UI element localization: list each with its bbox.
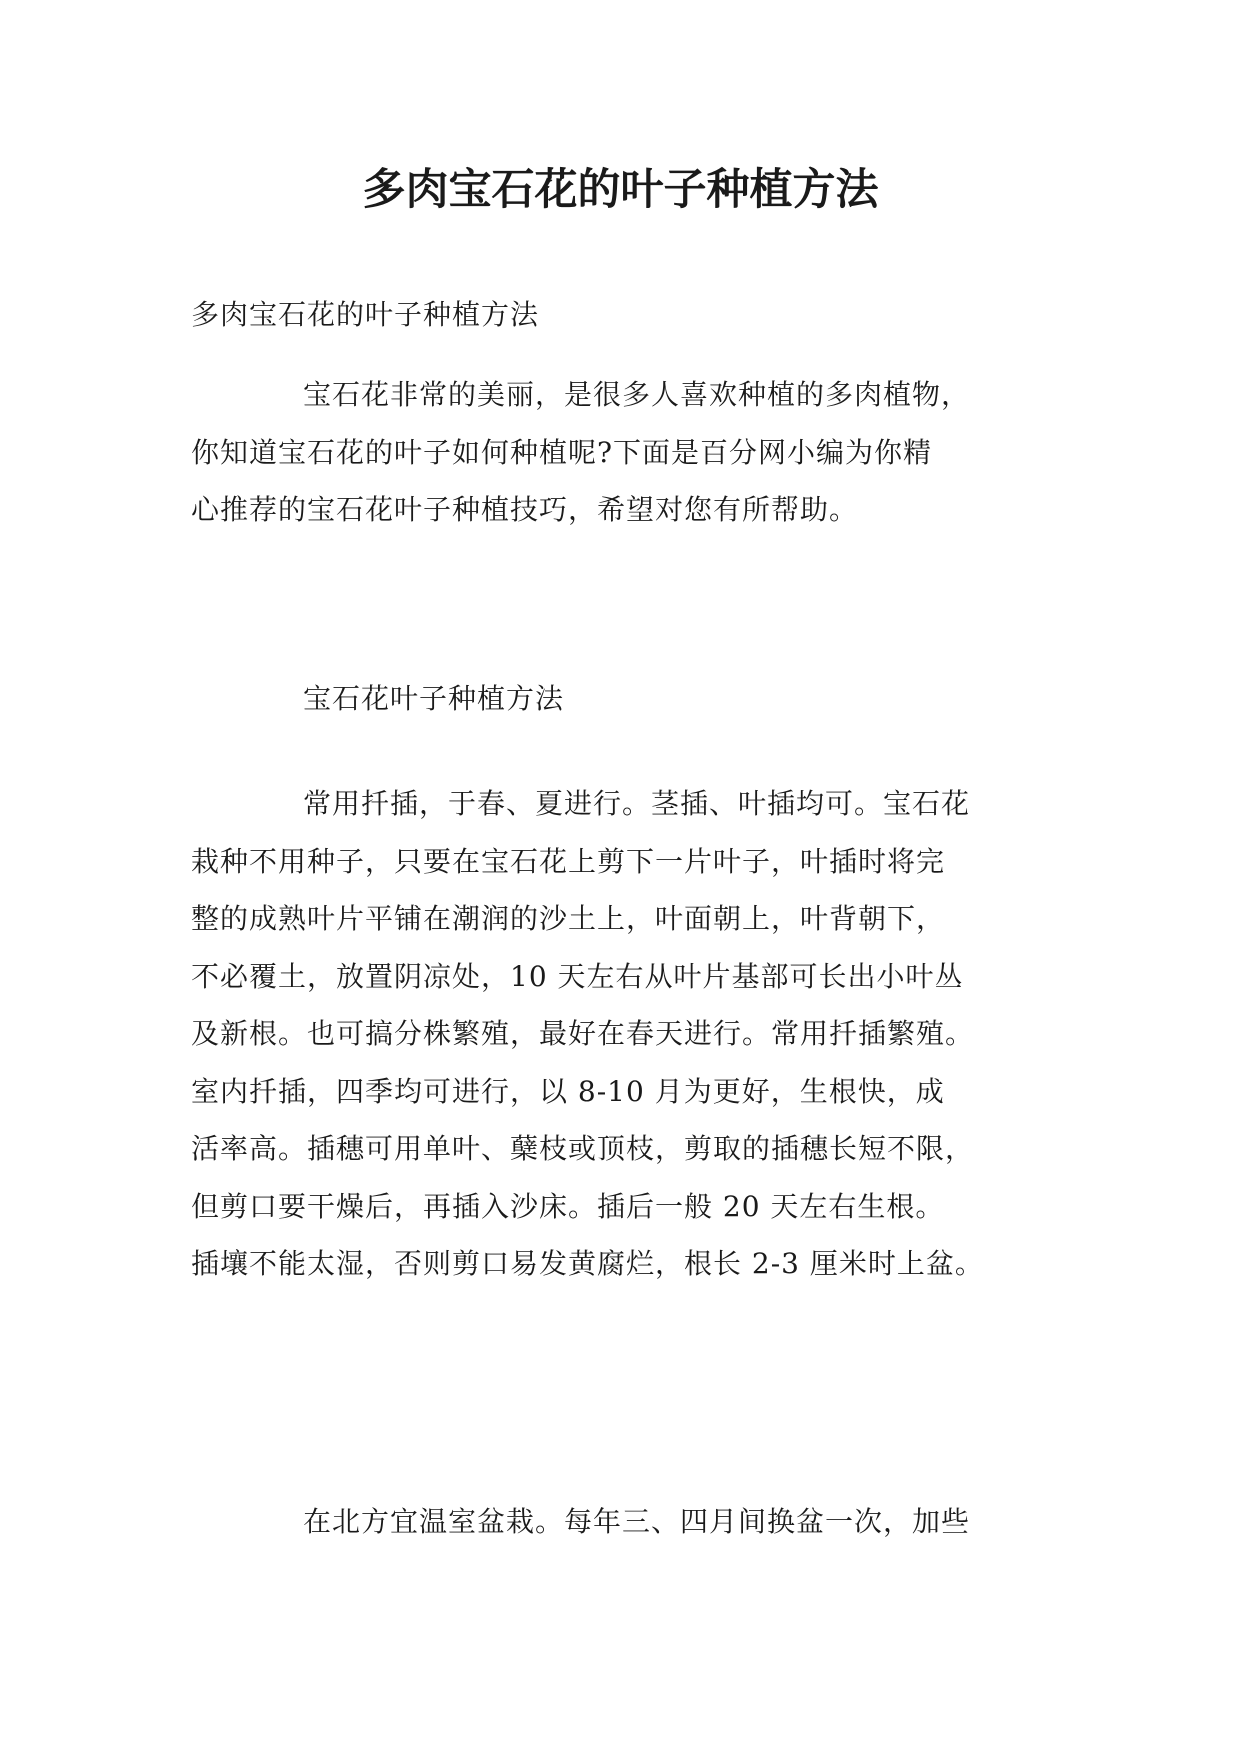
intro-line: 心推荐的宝石花叶子种植技巧，希望对您有所帮助。 <box>191 493 859 526</box>
body-line: 但剪口要干燥后，再插入沙床。插后一般 20 天左右生根。 <box>191 1189 945 1223</box>
body-line: 栽种不用种子，只要在宝石花上剪下一片叶子，叶插时将完 <box>191 844 946 878</box>
body-line: 整的成熟叶片平铺在潮润的沙土上，叶面朝上，叶背朝下， <box>191 902 946 935</box>
intro-paragraph <box>191 366 1051 539</box>
closing-line: 在北方宜温室盆栽。每年三、四月间换盆一次，加些 <box>303 1505 971 1538</box>
body-paragraph <box>191 775 1051 1293</box>
body-line: 及新根。也可搞分株繁殖，最好在春天进行。常用扦插繁殖。 <box>191 1017 975 1050</box>
body-line: 常用扦插，于春、夏进行。茎插、叶插均可。宝石花 <box>303 787 971 820</box>
intro-line: 宝石花非常的美丽，是很多人喜欢种植的多肉植物， <box>303 378 971 411</box>
intro-line: 你知道宝石花的叶子如何种植呢?下面是百分网小编为你精 <box>191 435 933 469</box>
body-line: 不必覆土，放置阴凉处，10 天左右从叶片基部可长出小叶丛 <box>191 959 964 993</box>
closing-paragraph <box>191 1493 1051 1551</box>
body-line: 插壤不能太湿，否则剪口易发黄腐烂，根长 2-3 厘米时上盆。 <box>191 1247 984 1280</box>
section-heading: 宝石花叶子种植方法 <box>303 682 565 715</box>
body-line: 活率高。插穗可用单叶、蘖枝或顶枝，剪取的插穗长短不限， <box>191 1132 975 1165</box>
document-title: 多肉宝石花的叶子种植方法 <box>362 165 879 215</box>
body-line: 室内扦插，四季均可进行，以 8-10 月为更好，生根快，成 <box>191 1074 945 1108</box>
document-subtitle: 多肉宝石花的叶子种植方法 <box>191 298 540 331</box>
